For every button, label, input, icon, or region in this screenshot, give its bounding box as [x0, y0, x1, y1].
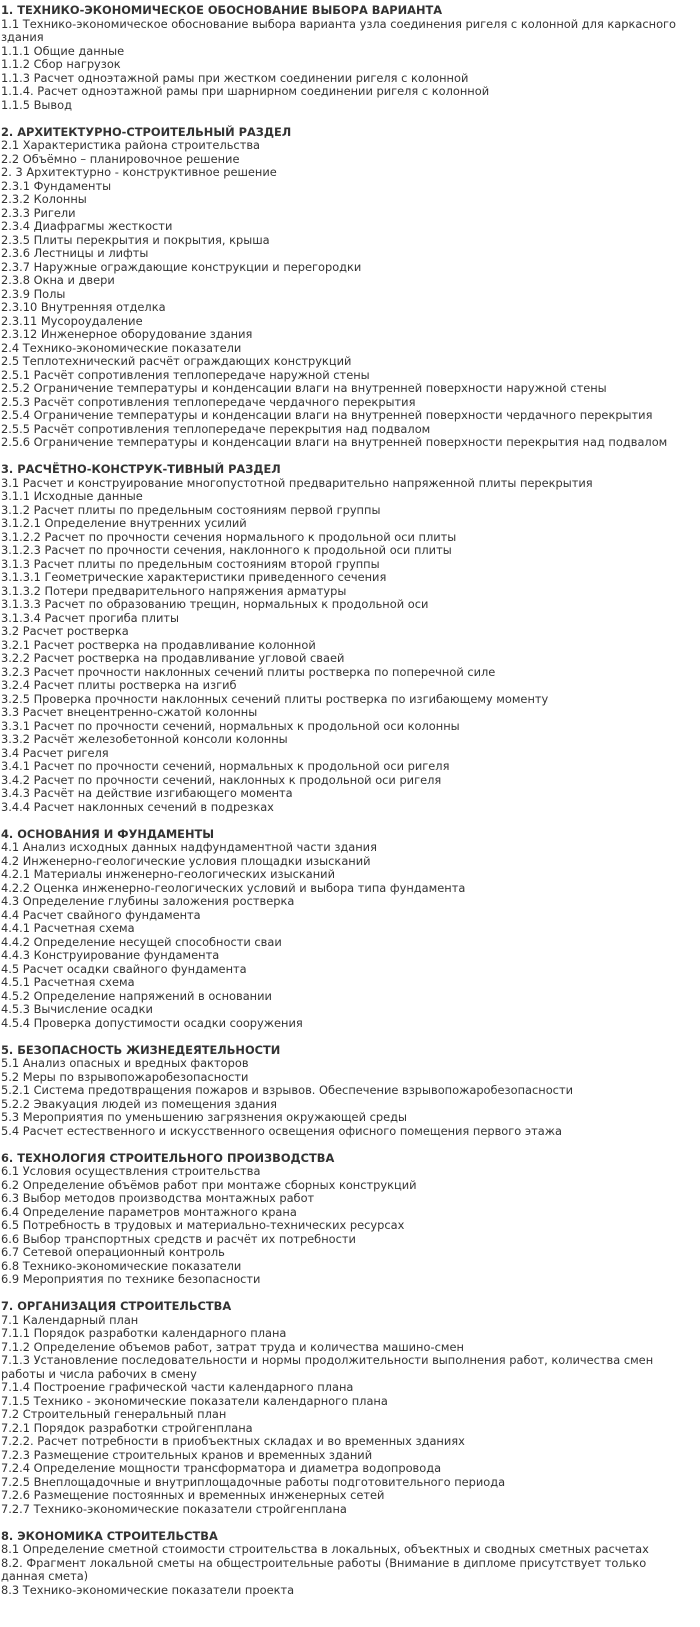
- section-heading: 2. АРХИТЕКТУРНО-СТРОИТЕЛЬНЫЙ РАЗДЕЛ: [1, 124, 292, 139]
- toc-entry: 2.5.2 Ограничение температуры и конденсации влаги на внутренней поверхности наружной стены: [1, 381, 607, 395]
- toc-entry: 4.4.1 Расчетная схема: [1, 921, 135, 935]
- toc-entry: 2.3.5 Плиты перекрытия и покрытия, крыша: [1, 232, 270, 247]
- toc-entry: 2.1 Характеристика района строительства: [1, 138, 261, 152]
- toc-entry: 2.5.5 Расчёт сопротивления теплопередаче перекрытия над подвалом: [1, 421, 431, 436]
- toc-entry: 2.4 Технико-экономические показатели: [1, 340, 242, 355]
- toc-entry: 3.2.2 Расчет ростверка на продавливание угловой сваей: [1, 651, 345, 665]
- toc-entry: 2.3.2 Колонны: [1, 192, 87, 206]
- section-heading: 6. ТЕХНОЛОГИЯ СТРОИТЕЛЬНОГО ПРОИЗВОДСТВА: [1, 1150, 335, 1165]
- toc-entry: 3.2.1 Расчет ростверка на продавливание колонной: [1, 637, 316, 652]
- toc-entry: 1.1.3 Расчет одноэтажной рамы при жестком соединении ригеля с колонной: [1, 70, 469, 85]
- toc-entry: 4.1 Анализ исходных данных надфундаментной части здания: [1, 840, 377, 854]
- toc-entry: 7.1.3 Установление последовательности и нормы продолжительности выполнения работ, количества смен работы и числа рабочих в смену: [1, 1353, 654, 1381]
- toc-entry: 3.3.2 Расчёт железобетонной консоли колонны: [1, 732, 288, 746]
- toc-section: [1, 1044, 692, 1139]
- toc-entry: 7.1.2 Определение объемов работ, затрат труда и количества машино-смен: [1, 1339, 464, 1354]
- toc-entry: 4.4 Расчет свайного фундамента: [1, 907, 201, 922]
- toc-entry: 3.1.1 Исходные данные: [1, 489, 143, 503]
- toc-entry: 4.4.3 Конструирование фундамента: [1, 948, 220, 962]
- toc-entry: 6.4 Определение параметров монтажного крана: [1, 1204, 297, 1219]
- toc-section: [1, 126, 692, 450]
- toc-entry: 4.2.2 Оценка инженерно-геологических условий и выбора типа фундамента: [1, 880, 466, 895]
- toc-entry: 7.1.5 Технико - экономические показатели календарного плана: [1, 1393, 388, 1408]
- toc-entry: 3.2.4 Расчет плиты ростверка на изгиб: [1, 678, 237, 692]
- toc-entry: 3.1.2.3 Расчет по прочности сечения, наклонного к продольной оси плиты: [1, 543, 452, 557]
- toc-entry: 6.6 Выбор транспортных средств и расчёт их потребности: [1, 1231, 356, 1246]
- toc-entry: 7.1.4 Построение графической части календарного плана: [1, 1380, 354, 1394]
- toc-entry: 3.4.4 Расчет наклонных сечений в подрезках: [1, 799, 274, 814]
- toc-entry: 4.2 Инженерно-геологические условия площадки изысканий: [1, 853, 371, 868]
- toc-section: [1, 4, 692, 112]
- toc-entry: 2. 3 Архитектурно - конструктивное решение: [1, 165, 277, 179]
- toc-section: [1, 1300, 692, 1516]
- toc-entry: 3.1.2.2 Расчет по прочности сечения нормального к продольной оси плиты: [1, 529, 457, 544]
- section-heading: 5. БЕЗОПАСНОСТЬ ЖИЗНЕДЕЯТЕЛЬНОСТИ: [1, 1042, 281, 1057]
- toc-entry: 3.1.3.2 Потери предварительного напряжения арматуры: [1, 583, 347, 598]
- toc-entry: 4.5.2 Определение напряжений в основании: [1, 988, 272, 1003]
- toc-entry: 4.5 Расчет осадки свайного фундамента: [1, 961, 247, 976]
- toc-entry: 3.1.3.4 Расчет прогиба плиты: [1, 610, 179, 625]
- toc-entry: 1.1.1 Общие данные: [1, 43, 125, 58]
- section-heading: 8. ЭКОНОМИКА СТРОИТЕЛЬСТВА: [1, 1528, 218, 1543]
- toc-entry: 2.3.12 Инженерное оборудование здания: [1, 327, 253, 341]
- toc-section: [1, 828, 692, 1031]
- toc-entry: 6.1 Условия осуществления строительства: [1, 1164, 261, 1178]
- toc-entry: 2.3.8 Окна и двери: [1, 273, 115, 287]
- toc-entry: 5.2.1 Система предотвращения пожаров и взрывов. Обеспечение взрывопожаробезопасности: [1, 1083, 573, 1097]
- toc-entry: 1.1.4. Расчет одноэтажной рамы при шарнирном соединении ригеля с колонной: [1, 84, 490, 98]
- toc-entry: 6.8 Технико-экономические показатели: [1, 1258, 242, 1273]
- toc-entry: 2.3.11 Мусороудаление: [1, 313, 143, 328]
- toc-entry: 7.2.3 Размещение строительных кранов и временных зданий: [1, 1447, 373, 1462]
- toc-entry: 4.5.1 Расчетная схема: [1, 975, 135, 989]
- toc-entry: 1.1.2 Сбор нагрузок: [1, 57, 121, 71]
- toc-entry: 4.3 Определение глубины заложения ростверка: [1, 894, 295, 908]
- toc-entry: 2.3.4 Диафрагмы жесткости: [1, 219, 173, 233]
- toc-entry: 5.1 Анализ опасных и вредных факторов: [1, 1056, 249, 1070]
- toc-entry: 4.5.3 Вычисление осадки: [1, 1002, 153, 1016]
- toc-entry: 7.1 Календарный план: [1, 1312, 139, 1327]
- toc-entry: 3.3 Расчет внецентренно-сжатой колонны: [1, 705, 258, 719]
- toc-entry: 3.1.2 Расчет плиты по предельным состояниям первой группы: [1, 502, 381, 517]
- toc-entry: 2.3.3 Ригели: [1, 205, 76, 220]
- toc-entry: 5.4 Расчет естественного и искусственного освещения офисного помещения первого этажа: [1, 1123, 562, 1138]
- section-heading: 1. ТЕХНИКО-ЭКОНОМИЧЕСКОЕ ОБОСНОВАНИЕ ВЫБОРА ВАРИАНТА: [1, 3, 443, 17]
- section-heading: 4. ОСНОВАНИЯ И ФУНДАМЕНТЫ: [1, 826, 215, 841]
- toc-entry: 8.3 Технико-экономические показатели проекта: [1, 1582, 295, 1597]
- toc-entry: 3.2.5 Проверка прочности наклонных сечений плиты ростверка по изгибающему моменту: [1, 691, 549, 706]
- toc-entry: 6.7 Сетевой операционный контроль: [1, 1245, 225, 1259]
- toc-entry: 3.1.3.1 Геометрические характеристики приведенного сечения: [1, 570, 387, 584]
- toc-entry: 6.2 Определение объёмов работ при монтаже сборных конструкций: [1, 1177, 417, 1192]
- toc-entry: 2.2 Объёмно – планировочное решение: [1, 151, 240, 166]
- toc-entry: 1.1 Технико-экономическое обоснование выбора варианта узла соединения ригеля с колонной для каркасного здания: [1, 16, 677, 44]
- toc-entry: 6.5 Потребность в трудовых и материально-технических ресурсах: [1, 1218, 405, 1232]
- toc-entry: 7.2.4 Определение мощности трансформатора и диаметра водопровода: [1, 1461, 442, 1475]
- toc-entry: 8.2. Фрагмент локальной сметы на общестроительные работы (Внимание в дипломе присутствует только данная смета): [1, 1555, 647, 1583]
- toc-entry: 3.2 Расчет ростверка: [1, 624, 129, 638]
- toc-entry: 2.3.7 Наружные ограждающие конструкции и перегородки: [1, 259, 362, 274]
- toc-entry: 7.2.7 Технико-экономические показатели стройгенплана: [1, 1501, 347, 1516]
- toc-entry: 7.1.1 Порядок разработки календарного плана: [1, 1326, 287, 1340]
- toc-entry: 7.2.6 Размещение постоянных и временных инженерных сетей: [1, 1488, 385, 1502]
- toc-entry: 2.3.10 Внутренняя отделка: [1, 300, 166, 314]
- toc-entry: 2.5.4 Ограничение температуры и конденсации влаги на внутренней поверхности чердачного перекрытия: [1, 408, 653, 422]
- toc-section: [1, 463, 692, 814]
- toc-entry: 4.4.2 Определение несущей способности сваи: [1, 934, 282, 949]
- toc-entry: 3.1.3.3 Расчет по образованию трещин, нормальных к продольной оси: [1, 597, 429, 611]
- toc-entry: 7.2 Строительный генеральный план: [1, 1407, 227, 1421]
- toc-entry: 5.3 Мероприятия по уменьшению загрязнения окружающей среды: [1, 1110, 407, 1124]
- toc-entry: 3.1.2.1 Определение внутренних усилий: [1, 516, 247, 530]
- toc-entry: 4.2.1 Материалы инженерно-геологических изысканий: [1, 867, 335, 881]
- toc-entry: 4.5.4 Проверка допустимости осадки сооружения: [1, 1015, 303, 1030]
- toc-entry: 2.5.3 Расчёт сопротивления теплопередаче чердачного перекрытия: [1, 394, 416, 409]
- toc-entry: 3.1 Расчет и конструирование многопустотной предварительно напряженной плиты перекрытия: [1, 475, 593, 490]
- toc-entry: 3.4.3 Расчёт на действие изгибающего момента: [1, 786, 293, 800]
- toc-entry: 2.5.1 Расчёт сопротивления теплопередаче наружной стены: [1, 367, 370, 382]
- toc-entry: 5.2.2 Эвакуация людей из помещения здания: [1, 1096, 278, 1111]
- toc-entry: 1.1.5 Вывод: [1, 97, 72, 112]
- toc-entry: 6.3 Выбор методов производства монтажных работ: [1, 1191, 315, 1205]
- toc-entry: 2.5.6 Ограничение температуры и конденсации влаги на внутренней поверхности перекрытия над подвалом: [1, 435, 668, 449]
- toc-entry: 3.3.1 Расчет по прочности сечений, нормальных к продольной оси колонны: [1, 718, 460, 733]
- toc-entry: 2.3.1 Фундаменты: [1, 178, 112, 193]
- toc-entry: 7.2.5 Внеплощадочные и внутриплощадочные работы подготовительного периода: [1, 1474, 506, 1489]
- toc-entry: 3.4 Расчет ригеля: [1, 745, 109, 760]
- toc-entry: 5.2 Меры по взрывопожаробезопасности: [1, 1069, 249, 1084]
- toc-entry: 8.1 Определение сметной стоимости строительства в локальных, объектных и сводных сметных расчетах: [1, 1542, 649, 1556]
- toc-entry: 3.4.1 Расчет по прочности сечений, нормальных к продольной оси ригеля: [1, 759, 450, 773]
- toc-entry: 7.2.2. Расчет потребности в приобъектных складах и во временных зданиях: [1, 1434, 465, 1448]
- toc-entry: 3.1.3 Расчет плиты по предельным состояниям второй группы: [1, 556, 380, 571]
- toc-entry: 2.5 Теплотехнический расчёт ограждающих конструкций: [1, 354, 352, 368]
- toc-entry: 7.2.1 Порядок разработки стройгенплана: [1, 1420, 253, 1435]
- toc-entry: 3.2.3 Расчет прочности наклонных сечений плиты ростверка по поперечной силе: [1, 664, 496, 679]
- section-heading: 3. РАСЧЁТНО-КОНСТРУК-ТИВНЫЙ РАЗДЕЛ: [1, 462, 281, 476]
- section-heading: 7. ОРГАНИЗАЦИЯ СТРОИТЕЛЬСТВА: [1, 1299, 232, 1313]
- toc-entry: 2.3.9 Полы: [1, 286, 66, 301]
- toc-entry: 2.3.6 Лестницы и лифты: [1, 246, 149, 260]
- toc-section: [1, 1530, 692, 1598]
- toc-section: [1, 1152, 692, 1287]
- toc-entry: 6.9 Мероприятия по технике безопасности: [1, 1272, 261, 1286]
- toc-entry: 3.4.2 Расчет по прочности сечений, наклонных к продольной оси ригеля: [1, 772, 442, 787]
